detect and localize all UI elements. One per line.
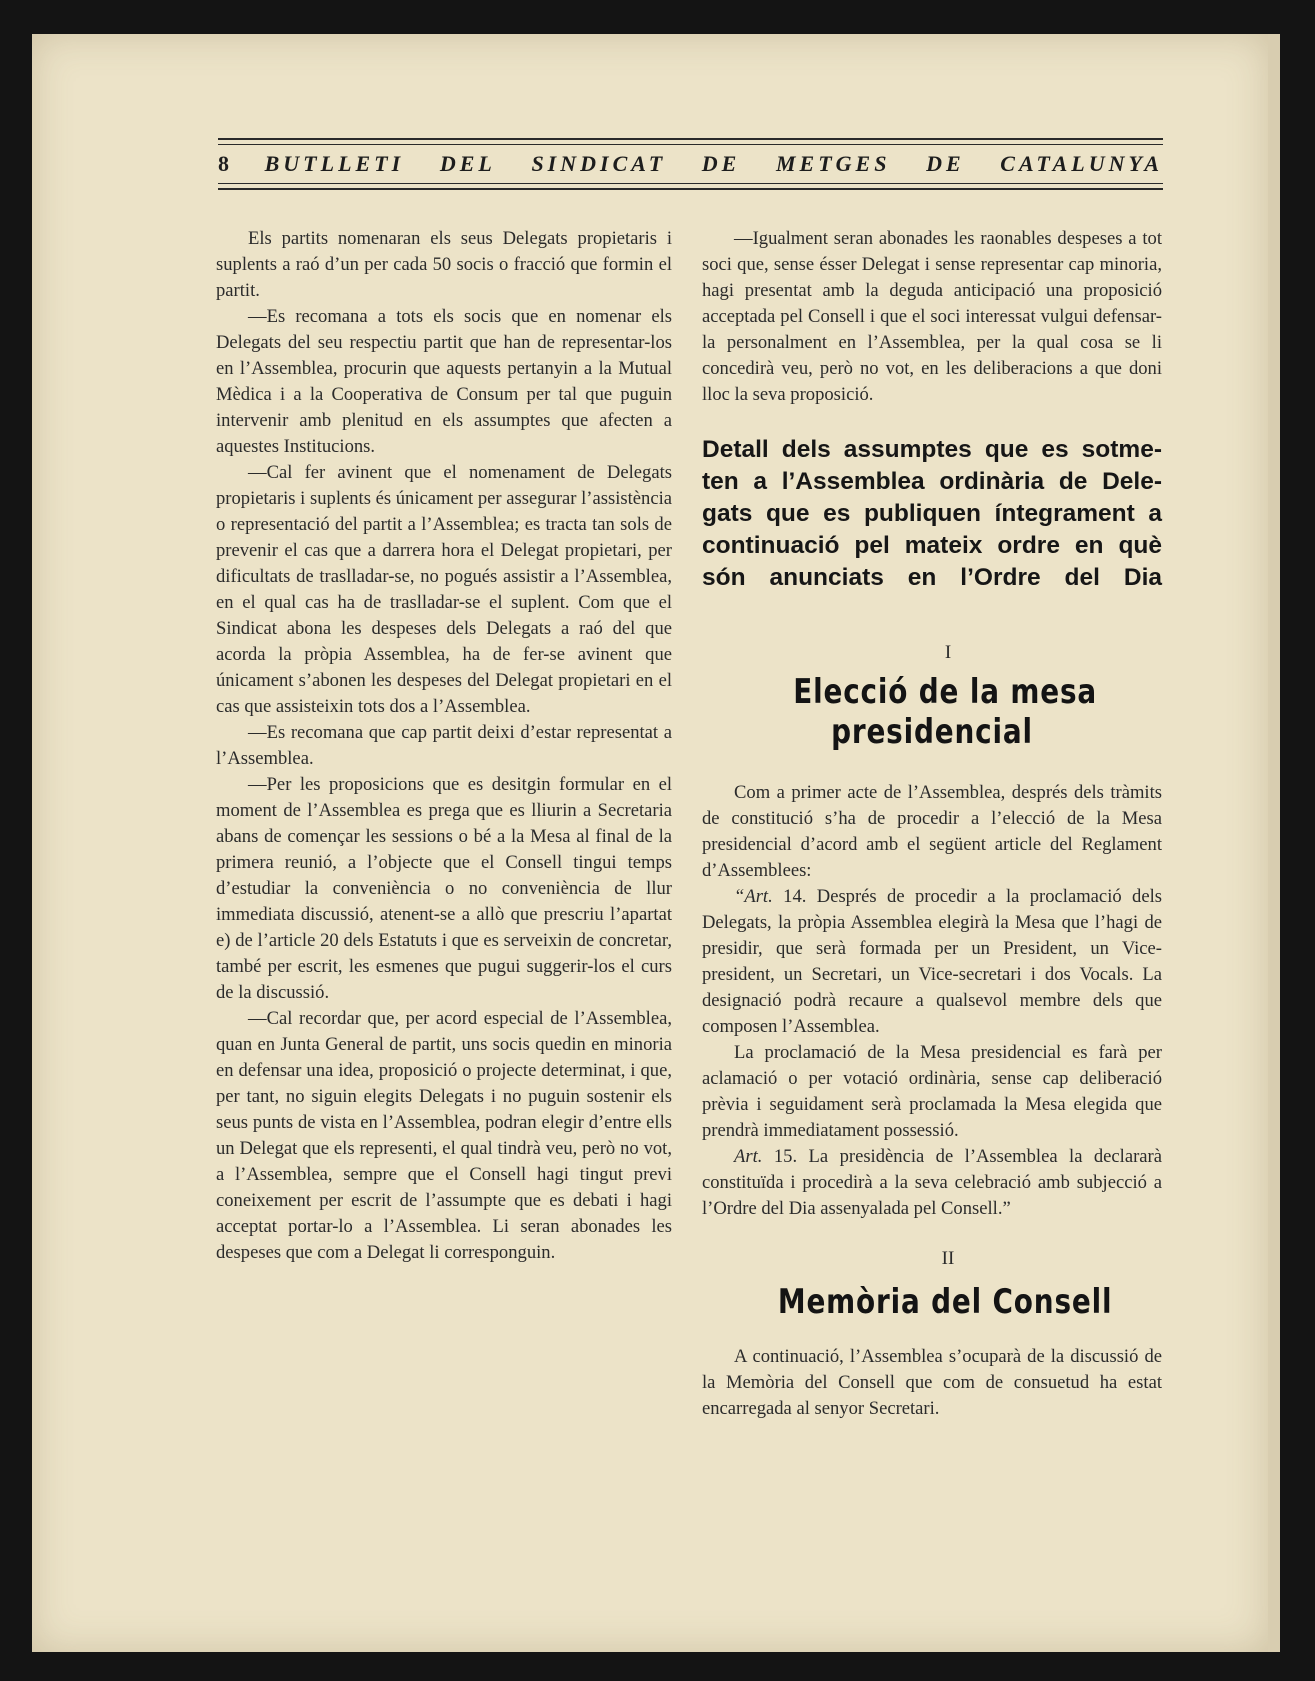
header-word: SINDICAT [531, 151, 667, 176]
section-number: II [941, 1248, 955, 1269]
paragraph: —Cal fer avinent que el nomenament de Delegats propietaris i suplents és únicament per assegurar l’assistència o representació del partit a l’Assemblea; es tracta tan sols de prevenir el cas que a darrera hora el Delegat propietari, per dificultats de traslladar-se, no pogués assistir a l’Assemblea, en el qual cas ha de traslladar-se el suplent. Com que el Sindicat abona les despeses dels Delegats a raó del que acorda la pròpia Assemblea, ha de fer-se avinent que únicament s’abonen les despeses del Delegat propietari en el cas que assisteixin tots dos a l’Assemblea. [216, 462, 672, 717]
header-word: DEL [439, 151, 496, 176]
header-word: BUTLLETI [264, 151, 405, 176]
header-word: CATALUNYA [1000, 151, 1163, 176]
section-number: I [944, 642, 952, 663]
article-15 [702, 1144, 1162, 1222]
right-column [702, 226, 1162, 1422]
headline-line: gats que es publiquen íntegrament a [702, 500, 1162, 527]
header-rule [218, 144, 1163, 145]
article-14 [702, 884, 1162, 1040]
article-text: 15. La presidència de l’Assemblea la declararà constituïda i procedirà a la seva celebració amb subjecció a l’Ordre del Dia assenyalada pel Consell.” [702, 1146, 1162, 1219]
paragraph: —Es recomana que cap partit deixi d’estar representat a l’Assemblea. [216, 722, 672, 769]
left-column [216, 226, 672, 1266]
section-title: Elecció de la mesa presidencial [793, 672, 1097, 752]
paragraph: La proclamació de la Mesa presidencial es farà per aclamació o per votació ordinària, sense cap deliberació prèvia i seguidament serà proclamada la Mesa elegida que prendrà immediatament possessió. [702, 1042, 1162, 1141]
paragraph: Com a primer acte de l’Assemblea, després dels tràmits de constitució s’ha de procedir a l’elecció de la Mesa presidencial d’acord amb el següent article del Reglament d’Assemblees: [702, 782, 1162, 881]
section-title: Memòria del Consell [777, 1282, 1113, 1322]
header-rule [218, 188, 1163, 190]
header-title [218, 152, 1163, 176]
headline-line: són anunciats en l’Ordre del Dia [702, 564, 1162, 591]
paragraph: Els partits nomenaran els seus Delegats propietaris i suplents a raó d’un per cada 50 socis o fracció que formin el partit. [216, 228, 672, 301]
header-word: DE [701, 151, 741, 176]
headline-line: continuació pel mateix ordre en què [702, 532, 1162, 559]
header-rule [218, 183, 1163, 184]
running-header [218, 138, 1163, 190]
article-label: “Art. [734, 886, 773, 907]
agenda-headline [702, 434, 1162, 594]
header-rule [218, 138, 1163, 140]
page-number: 8 [218, 151, 229, 176]
article-text: 14. Després de procedir a la proclamació dels Delegats, la pròpia Assemblea elegirà la Mesa que l’hagi de presidir, que serà formada per un President, un Vice-president, un Secretari, un Vice-secretari i dos Vocals. La designació podrà recaure a qualsevol membre dels que composen l’Assemblea. [702, 886, 1162, 1037]
paragraph: —Cal recordar que, per acord especial de l’Assemblea, quan en Junta General de partit, uns socis quedin en minoria en defensar una idea, proposició o projecte determinat, i que, per tant, no siguin elegits Delegats i no puguin sostenir els seus punts de vista en l’Assemblea, podran elegir d’entre ells un Delegat que els representi, el qual tindrà veu, però no vot, a l’Assemblea, sempre que el Consell hagi tingut previ coneixement per escrit de l’assumpte que es debati i hagi acceptat portar-lo a l’Assemblea. Li seran abonades les despeses que com a Delegat li corresponguin. [216, 1008, 672, 1263]
paragraph: —Es recomana a tots els socis que en nomenar els Delegats del seu respectiu partit que han de representar-los en l’Assemblea, procurin que aquests pertanyin a la Mutual Mèdica i a la Cooperativa de Consum per tal que puguin intervenir amb plenitud en els assumptes que afecten a aquestes Institucions. [216, 306, 672, 457]
header-word: METGES [775, 151, 891, 176]
article-label: Art. [734, 1146, 763, 1167]
paragraph: A continuació, l’Assemblea s’ocuparà de la discussió de la Memòria del Consell que com de consuetud ha estat encarregada al senyor Secretari. [702, 1346, 1162, 1419]
headline-line: Detall dels assumptes que es sotme- [702, 436, 1162, 463]
page-edge [1268, 34, 1280, 1652]
header-word: DE [926, 151, 965, 176]
paragraph: —Per les proposicions que es desitgin formular en el moment de l’Assemblea es prega que es lliurin a Secretaria abans de començar les sessions o bé a la Mesa al final de la primera reunió, a l’objecte que el Consell tingui temps d’estudiar la conveniència o no conveniència de llur immediata discussió, atenent-se a allò que prescriu l’apartat e) de l’article 20 dels Estatuts i que es serveixin de concretar, també per escrit, les esmenes que pugui suggerir-los el curs de la discussió. [216, 774, 672, 1003]
paragraph: —Igualment seran abonades les raonables despeses a tot soci que, sense ésser Delegat i sense representar cap minoria, hagi presentat amb la deguda anticipació una proposició acceptada pel Consell i que el soci interessat vulgui defensar-la personalment en l’Assemblea, per la qual cosa se li concedirà veu, però no vot, en les deliberacions a que doni lloc la seva proposició. [702, 228, 1162, 405]
headline-line: ten a l’Assemblea ordinària de Dele- [702, 468, 1162, 495]
